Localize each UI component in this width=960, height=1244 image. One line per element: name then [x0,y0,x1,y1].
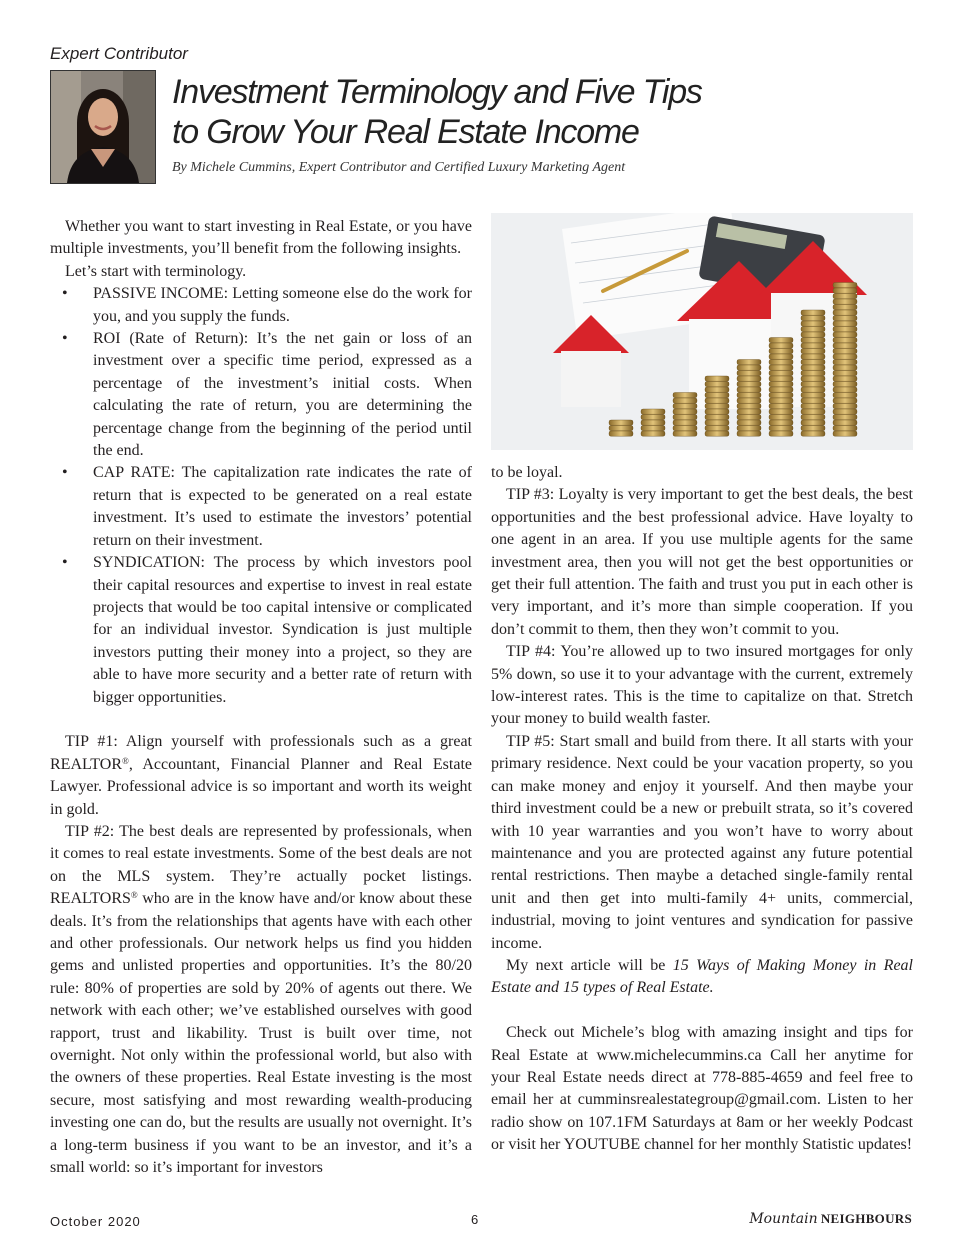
coin [673,426,697,431]
tip-3-paragraph: TIP #3: Loyalty is very important to get the best deals, the best opportunities and the best professional advice. Have loyalty to one agent in an area. If you use multiple agents for the same investment area, then you will not get the best opportunities or get their full attention. The faith and trust you put in each other is very important, and it’s more than simple cooperation. If you don’t commit to them, then they won’t commit to you. [491,486,913,638]
coin [833,387,857,392]
coin [705,398,729,403]
coin [769,426,793,431]
coin [769,398,793,403]
coin [801,431,825,436]
coin [801,376,825,381]
coin [833,371,857,376]
coin [833,343,857,348]
coin [673,415,697,420]
coin [833,404,857,409]
coin [833,354,857,359]
term-text: SYNDICATION: The process by which investors pool their capital resources and expertise to invest in real estate projects that would be too capital intensive or complicated for an individual investor. Syndication is just multiple investors putting their money into a project, so they are able to have more security and a better rate of return with bigger opportunities. [93,554,472,706]
coin [769,415,793,420]
coin [801,415,825,420]
coin [705,431,729,436]
coin [833,431,857,436]
coin [641,409,665,414]
coin [673,393,697,398]
coin [705,420,729,425]
tip-4-paragraph: TIP #4: You’re allowed up to two insured mortgages for only 5% down, so use it to your advantage with the current, extremely low-interest rates. This is the time to capitalize on that. Stretch your money to build wealth faster. [491,643,913,728]
author-portrait-illustration [51,71,155,183]
coin [673,398,697,403]
left-column [50,216,472,1179]
terminology-list [50,283,472,709]
coin [737,415,761,420]
bullet-glyph: • [62,285,68,303]
coin [833,316,857,321]
coin [833,415,857,420]
coin [833,420,857,425]
coin [801,404,825,409]
coin [801,360,825,365]
coin [801,327,825,332]
coin [737,409,761,414]
coin [737,431,761,436]
coin [769,354,793,359]
coin [737,387,761,392]
term-text: ROI (Rate of Return): It’s the net gain or loss of an investment over a specific time period, expressed as a percentage of the investment’s initial costs. When calculating the rate of return, you are determining the percentage change from the beginning of the period until the end. [93,330,472,460]
tip-1-text-a: TIP #1: Align yourself with professionals such as a great REALTOR [50,733,472,773]
coin [769,393,793,398]
coin [609,426,633,431]
coin [833,299,857,304]
page-number: 6 [471,1212,479,1227]
magazine-brand [749,1211,912,1227]
coin [737,426,761,431]
title-line-2: to Grow Your Real Estate Income [172,113,639,151]
coin [801,398,825,403]
coin [769,360,793,365]
coin [769,382,793,387]
coin [801,365,825,370]
coin [641,426,665,431]
coin [705,393,729,398]
coin [833,376,857,381]
coin [705,382,729,387]
coin [833,382,857,387]
section-kicker: Expert Contributor [50,44,188,63]
coin [609,431,633,436]
term-passive-income [50,283,472,328]
coin [641,420,665,425]
coin [705,387,729,392]
term-text: PASSIVE INCOME: Letting someone else do the work for you, and you supply the funds. [93,285,472,325]
coin [833,305,857,310]
coin [801,349,825,354]
coin [833,288,857,293]
coin [833,327,857,332]
coin [737,371,761,376]
coin [769,404,793,409]
coin [833,310,857,315]
coin [737,365,761,370]
coin [833,332,857,337]
coin [705,404,729,409]
coin [737,393,761,398]
continued-text: to be loyal. [491,464,563,481]
registered-mark: ® [122,755,129,766]
bullet-glyph: • [62,330,68,348]
coin [705,426,729,431]
coin [673,420,697,425]
coin [833,360,857,365]
term-syndication [50,552,472,709]
coin [705,376,729,381]
coin [769,349,793,354]
coin [801,343,825,348]
coin [673,431,697,436]
coin [641,415,665,420]
coin [737,376,761,381]
coin [833,283,857,288]
term-text: CAP RATE: The capitalization rate indicates the rate of return that is expected to be generated on a real estate investment. It’s used to estimate the investors’ potential return on their investment. [93,464,472,549]
coin [769,376,793,381]
coin [833,294,857,299]
tip-2-text-a: TIP #2: The best deals are represented by professionals, when it comes to real estate investments. Some of the best deals are not on the MLS system. They’re actually pocket listings. REALTORS [50,822,472,908]
coin [737,404,761,409]
contact-paragraph: Check out Michele’s blog with amazing insight and tips for Real Estate at www.michelecummins.ca Call her anytime for your Real Estate needs direct at 778-885-4659 and feel free to email her at cumminsrealestategroup@gmail.com. Listen to her radio show on 107.1FM Saturdays at 8am or her weekly Podcast or visit her YOUTUBE channel for her monthly Statistic updates! [491,1024,913,1154]
author-photo [50,70,156,184]
coin [769,365,793,370]
bullet-glyph: • [62,554,68,572]
issue-date: October 2020 [50,1214,141,1229]
coin [801,409,825,414]
tip-2-paragraph [50,821,472,1180]
article-title [172,72,702,152]
coin [705,415,729,420]
coin [705,409,729,414]
coin [833,349,857,354]
tip-1-paragraph [50,731,472,821]
terminology-lead: Let’s start with terminology. [65,262,247,280]
tip-2-text-b: who are in the know have and/or know about these deals. It’s from the relationships that agents have with each other and other professionals. Our network helps us find you hidden gems and unlisted properties and opportunities. It’s the 80/20 rule: 80% of properties are sold by 20% of agents out there. We network with each other; we’ve established ourselves with good rapport, trust and likability. Trust is built over time, not overnight. Not only within the professional world, but also with the owners of these properties. Real Estate investing is the most secure, most satisfying and most rewarding wealth-producing investing one can do, but the results are usually not overnight. It’s a long-term business if you want to be an investor, and it’s a small world: so it’s important for investors [50,890,472,1177]
coin [801,382,825,387]
coin [673,409,697,414]
bullet-glyph: • [62,464,68,482]
tip-1-text-b: , Accountant, Financial Planner and Real Estate Lawyer. Professional advice is so important and worth its weight in gold. [50,755,472,818]
coin [673,404,697,409]
next-article-title: 15 Ways of Making Money in Real Estate and 15 types of Real Estate. [491,956,913,997]
coin [769,420,793,425]
coin [801,332,825,337]
title-line-1: Investment Terminology and Five Tips [172,73,702,111]
byline: By Michele Cummins, Expert Contributor and Certified Luxury Marketing Agent [172,160,626,175]
right-column [491,462,913,1157]
coin [801,371,825,376]
coin [833,426,857,431]
coin [801,338,825,343]
coin [833,321,857,326]
intro-paragraph: Whether you want to start investing in Real Estate, or you have multiple investments, you’ll benefit from the following insights. [50,218,472,258]
tip-5-paragraph: TIP #5: Start small and build from there. It all starts with your primary residence. Next could be your vacation property, so you can make money and enjoy it yourself. And then maybe your third investment could be a new or prebuilt strata, so it’s covered with 10 year warranties and you won’t have to worry about maintenance and you are protected against any future potential rental restrictions. Then maybe a detached single-family rental unit and then get into multi-family 4+ units, commercial, industrial, moving to joint ventures and syndication for passive income. [491,732,913,952]
coin [769,338,793,343]
coin [801,316,825,321]
next-article-paragraph [491,955,913,1000]
coin [737,398,761,403]
brand-script: Mountain [749,1211,818,1227]
coin [801,354,825,359]
coin [769,371,793,376]
coin [737,420,761,425]
coin [833,338,857,343]
coin [801,426,825,431]
registered-mark: ® [130,890,138,901]
coin [641,431,665,436]
coin [801,387,825,392]
coin [801,393,825,398]
term-cap-rate [50,462,472,552]
next-article-lead: My next article will be [506,956,673,974]
coin [609,420,633,425]
coin [833,365,857,370]
term-roi [50,328,472,462]
coin [737,382,761,387]
coin [833,409,857,414]
houses-and-coins-image [491,213,913,450]
coin [801,310,825,315]
coin [737,360,761,365]
coin [833,393,857,398]
coin [801,420,825,425]
coin [801,321,825,326]
coin [769,431,793,436]
houses-coins-illustration [491,213,913,450]
brand-caps: NEIGHBOURS [820,1211,912,1226]
coin [769,387,793,392]
coin [769,409,793,414]
coin [833,398,857,403]
coin [769,343,793,348]
